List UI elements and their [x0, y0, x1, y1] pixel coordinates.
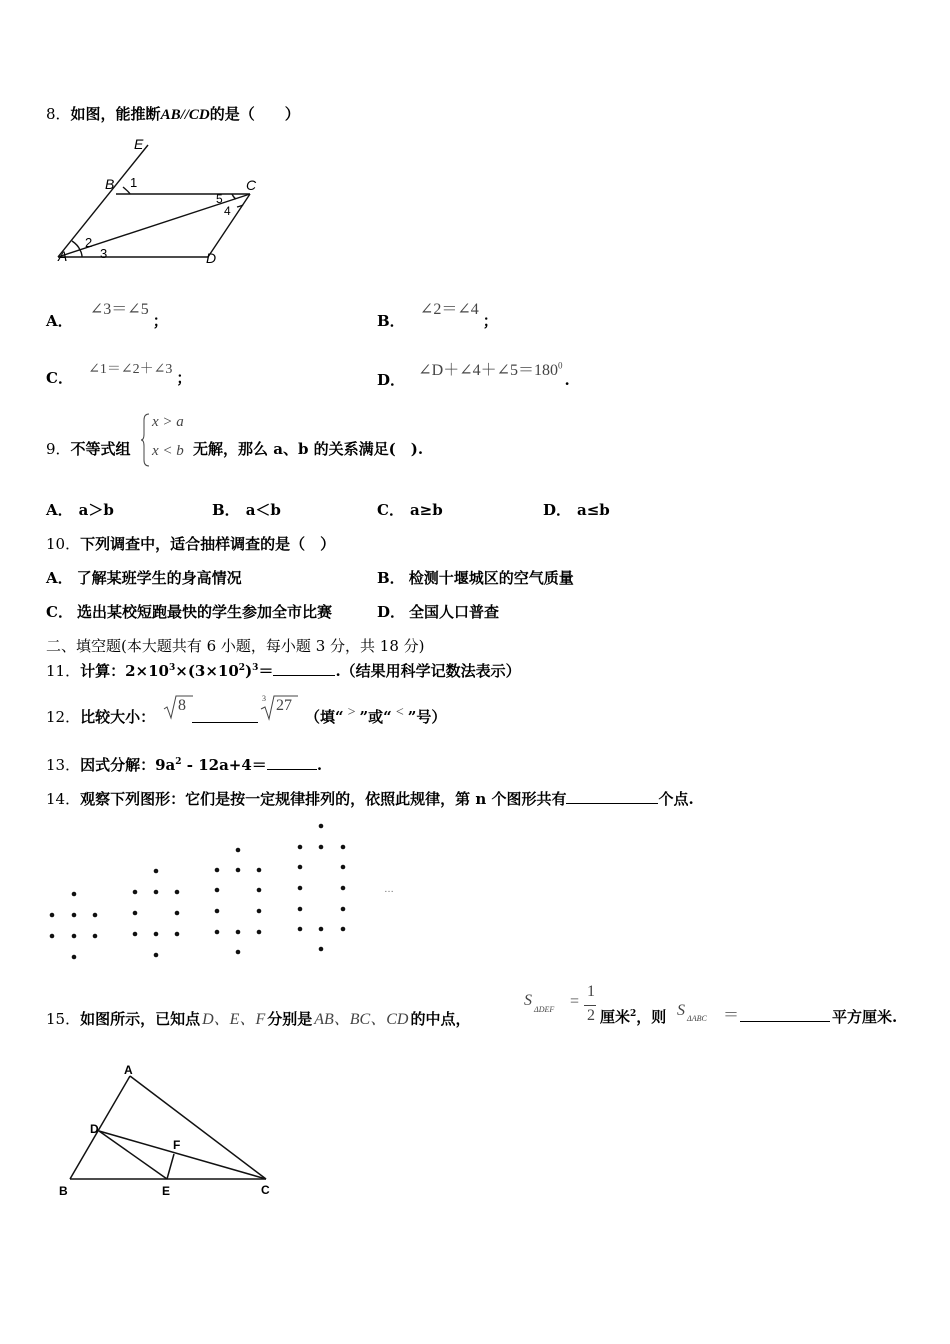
q10-option-c[interactable]: C． 选出某校短跑最快的学生参加全市比赛	[46, 603, 332, 621]
brace-icon	[140, 412, 150, 468]
q13-answer-blank[interactable]	[267, 755, 317, 770]
q11-stem: 11．计算：$2\times 10^3\times(3\times 10^2)^3=$ .（结果用科学记数法表示）	[46, 662, 521, 680]
q10-option-b[interactable]: B． 检测十堰城区的空气质量	[377, 569, 574, 587]
label-D: D	[206, 250, 217, 266]
q15-stem-part1: 15．如图所示，已知点 D、E、F 分别是 AB、BC、CD 的中点，	[46, 1010, 471, 1028]
q8-option-a[interactable]: A． ∠3＝∠5；	[46, 301, 168, 330]
q15-stem-part3: 平方厘米.	[832, 1008, 898, 1026]
q8-parallelogram-figure	[50, 135, 270, 270]
q15-area-abc: S ΔABC ＝	[677, 1002, 740, 1024]
q15-area-def-formula: S ΔDEF = 1 2	[524, 983, 595, 1024]
q14-ellipsis: …	[384, 884, 394, 895]
section-2-title: 二、填空题(本大题共有 6 小题，每小题 3 分，共 18 分)	[46, 637, 425, 655]
label-B: B	[59, 1184, 68, 1198]
q12-answer-blank[interactable]	[192, 708, 258, 723]
fraction-bar	[584, 1005, 596, 1006]
q8-option-c[interactable]: C． ∠1＝∠2＋∠3 ；	[46, 362, 192, 387]
q9-option-d[interactable]: D． a≤b	[543, 501, 610, 519]
q12-instruction: （填“ > ”或“ < ”号）	[305, 705, 447, 726]
q13-stem: 13．因式分解：$9a^2 - 12a+4=$ .	[46, 756, 323, 774]
q15-stem-part2: 厘米$^2$，则	[600, 1008, 667, 1026]
q9-option-a[interactable]: A． a＞b	[46, 501, 114, 519]
equals-sign: =	[570, 993, 580, 1010]
label-angle-2: 2	[85, 235, 93, 250]
label-C: C	[261, 1183, 270, 1197]
q14-dot-pattern-figure	[40, 815, 420, 970]
q9-stem: 9．不等式组	[46, 440, 131, 458]
label-angle-3: 3	[100, 246, 108, 261]
label-D: D	[90, 1122, 99, 1136]
q10-option-d[interactable]: D． 全国人口普查	[377, 603, 500, 621]
q8-option-d[interactable]: D． $\angle D+\angle 4+\angle 5=180^0$.	[377, 360, 570, 389]
q14-answer-blank[interactable]	[566, 789, 658, 804]
q15-triangle-figure	[50, 1062, 290, 1207]
label-E: E	[162, 1184, 171, 1198]
q12-cbrt-27: 3 27	[260, 693, 300, 721]
q12-sqrt-8: 8	[163, 694, 193, 720]
label-angle-1: 1	[130, 175, 138, 190]
q9-inequality-system: x > a x < b	[140, 412, 192, 468]
q10-stem: 10．下列调查中，适合抽样调查的是（ ）	[46, 535, 336, 553]
label-E: E	[134, 136, 144, 152]
q8-option-b[interactable]: B． ∠2＝∠4；	[377, 301, 498, 330]
q12-stem: 12．比较大小：	[46, 708, 156, 726]
q15-answer-blank[interactable]	[740, 1007, 830, 1022]
label-B: B	[105, 176, 115, 192]
q9-option-c[interactable]: C． a≥b	[377, 501, 443, 519]
label-A: A	[124, 1063, 133, 1077]
label-angle-5: 5	[216, 192, 223, 206]
label-angle-4: 4	[224, 204, 231, 218]
q9-stem-tail: 无解，那么 a、b 的关系满足( ).	[193, 440, 424, 458]
label-A: A	[58, 248, 68, 264]
q9-option-b[interactable]: B． a＜b	[212, 501, 281, 519]
label-C: C	[246, 177, 257, 193]
q14-stem: 14．观察下列图形：它们是按一定规律排列的，依照此规律，第 n 个图形共有 个点.	[46, 790, 694, 808]
q8-stem: 8．如图，能推断AB//CD的是（ ）	[46, 105, 300, 123]
q11-answer-blank[interactable]	[273, 661, 335, 676]
label-F: F	[173, 1138, 181, 1152]
q10-option-a[interactable]: A． 了解某班学生的身高情况	[46, 569, 242, 587]
